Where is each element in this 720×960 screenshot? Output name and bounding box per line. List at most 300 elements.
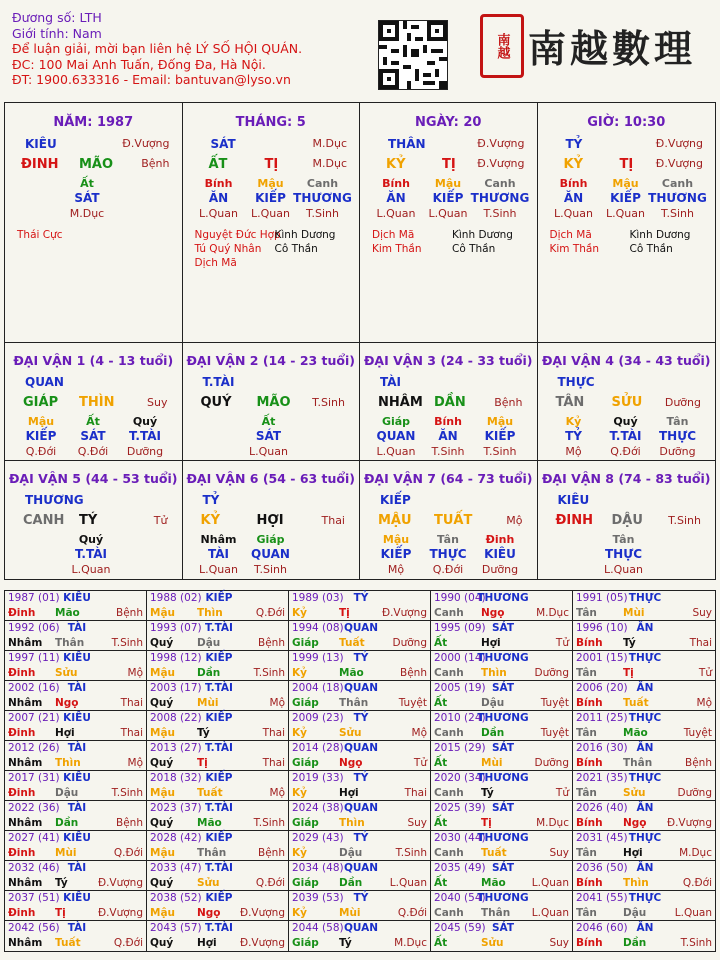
- pillar-stem: ẤT: [208, 157, 228, 172]
- annual-luck-table: [4, 590, 716, 952]
- year-label: 1989 (03): [292, 592, 344, 604]
- year-branch: Hợi: [197, 937, 217, 949]
- pillar-stem-god: THÂN: [388, 137, 426, 151]
- year-branch: Thân: [481, 907, 511, 919]
- hidden-state: L.Quan: [554, 207, 593, 220]
- year-god: T.TÀI: [205, 622, 233, 634]
- year-label: 2040 (54): [434, 892, 486, 904]
- year-cell: [573, 621, 715, 650]
- year-cell: [289, 591, 431, 620]
- dai-van-hidden-stem: Ất: [86, 415, 100, 428]
- dai-van-2: [183, 343, 361, 461]
- dai-van-stem: MẬU: [378, 513, 412, 528]
- year-state: Tử: [555, 637, 569, 649]
- dai-van-title: ĐẠI VẬN 7 (64 - 73 tuổi): [363, 471, 533, 486]
- year-state: L.Quan: [531, 907, 569, 919]
- hidden-state: L.Quan: [428, 207, 468, 220]
- dai-van-hidden-god: T.TÀI: [75, 547, 107, 561]
- year-cell: [431, 771, 573, 800]
- address-line: ĐC: 100 Mai Anh Tuấn, Đống Đa, Hà Nội.: [12, 56, 266, 72]
- dai-van-hidden-god: SÁT: [255, 429, 282, 443]
- year-state: Mộ: [127, 757, 143, 769]
- year-branch: Ngọ: [197, 907, 221, 919]
- year-god: T.TÀI: [205, 802, 233, 814]
- year-state: Đ.Vượng: [239, 907, 285, 919]
- year-branch: Tý: [623, 637, 636, 649]
- year-label: 2024 (38): [292, 802, 344, 814]
- year-state: Thai: [120, 697, 143, 709]
- dai-van-hidden-god: KIÊU: [484, 547, 516, 561]
- year-god: TỶ: [353, 772, 369, 784]
- year-row: [5, 831, 715, 861]
- dai-van-stem: QUÝ: [200, 395, 232, 410]
- dai-van-hidden-state: Dưỡng: [481, 563, 519, 576]
- year-god: KIÊU: [63, 832, 91, 844]
- dai-van-hidden-state: T.Sinh: [254, 563, 287, 576]
- year-branch: Hợi: [481, 637, 501, 649]
- dai-van-god: TỶ: [202, 493, 220, 507]
- year-branch: Ngọ: [339, 757, 363, 769]
- year-god: THƯƠNG: [477, 592, 529, 604]
- year-state: Tuyệt: [683, 727, 712, 739]
- dai-van-hidden-state: Mộ: [387, 563, 405, 576]
- dai-van-hidden-stem: Mậu: [382, 533, 410, 546]
- year-stem: Bính: [576, 757, 603, 769]
- dai-van-3: [360, 343, 538, 461]
- year-branch: Tuất: [197, 787, 223, 799]
- year-state: Thai: [120, 727, 143, 739]
- year-state: Đ.Vượng: [381, 607, 427, 619]
- year-stem: Đinh: [8, 787, 36, 799]
- star-right: Kình Dương: [452, 229, 513, 241]
- year-label: 2044 (58): [292, 922, 344, 934]
- star-left: Kim Thần: [549, 243, 600, 255]
- dai-van-hidden-stem: Tân: [612, 533, 635, 546]
- year-stem: Canh: [434, 847, 464, 859]
- year-label: 2005 (19): [434, 682, 486, 694]
- hidden-god: KIẾP: [610, 191, 641, 205]
- year-cell: [147, 801, 289, 830]
- year-label: 1996 (10): [576, 622, 628, 634]
- pillar-stem-god: KIÊU: [25, 137, 57, 151]
- pillar-branch-state: Đ.Vượng: [655, 157, 703, 170]
- hidden-state: L.Quan: [251, 207, 290, 220]
- dai-van-state: Suy: [147, 396, 168, 409]
- year-state: Bệnh: [685, 757, 712, 769]
- dai-van-hidden-god: THỰC: [604, 547, 643, 561]
- hidden-state: M.Dục: [69, 207, 105, 220]
- year-cell: [5, 921, 147, 951]
- dai-van-hidden-state: Q.Đới: [610, 445, 641, 458]
- label-gender: Giới tính:: [12, 25, 69, 41]
- dai-van-hidden-god: KIẾP: [380, 547, 412, 561]
- year-state: Thai: [262, 727, 285, 739]
- dai-van-god: KIÊU: [557, 493, 590, 507]
- year-label: 2045 (59): [434, 922, 486, 934]
- year-label: 2002 (16): [8, 682, 60, 694]
- star-left: Thái Cực: [17, 229, 63, 241]
- year-branch: Dần: [197, 667, 221, 679]
- year-cell: [431, 741, 573, 770]
- pillar-branch: TỊ: [619, 157, 634, 172]
- year-state: Dưỡng: [392, 637, 427, 649]
- year-label: 2032 (46): [8, 862, 60, 874]
- year-label: 2042 (56): [8, 922, 60, 934]
- year-stem: Quý: [150, 877, 174, 889]
- year-god: THỰC: [628, 592, 662, 604]
- dai-van-hidden-state: L.Quan: [249, 445, 288, 458]
- year-state: Bệnh: [258, 637, 285, 649]
- year-label: 2015 (29): [434, 742, 486, 754]
- dai-van-hidden-god: SÁT: [80, 429, 106, 443]
- year-cell: [5, 801, 147, 830]
- hidden-stem: Ất: [80, 177, 94, 190]
- year-god: QUAN: [343, 622, 379, 634]
- year-state: Mộ: [127, 667, 143, 679]
- hidden-stem: Canh: [306, 177, 339, 190]
- dai-van-hidden-god: QUAN: [251, 547, 290, 561]
- dai-van-stem: CANH: [23, 513, 65, 528]
- year-cell: [431, 651, 573, 680]
- year-row: [5, 651, 715, 681]
- year-stem: Canh: [434, 667, 464, 679]
- year-label: 1991 (05): [576, 592, 628, 604]
- year-label: 2041 (55): [576, 892, 628, 904]
- year-stem: Ất: [434, 757, 448, 769]
- year-branch: Dậu: [623, 907, 647, 919]
- year-cell: [5, 591, 147, 620]
- dai-van-stem: GIÁP: [23, 395, 59, 410]
- year-label: 2037 (51): [8, 892, 60, 904]
- dai-van-hidden-state: Mộ: [565, 445, 582, 458]
- year-cell: [573, 801, 715, 830]
- year-stem: Đinh: [8, 847, 36, 859]
- year-cell: [573, 831, 715, 860]
- year-branch: Dậu: [481, 697, 505, 709]
- dai-van-hidden-state: L.Quan: [71, 563, 111, 576]
- year-label: 1994 (08): [292, 622, 344, 634]
- dai-van-hidden-stem: Bính: [434, 415, 462, 428]
- year-branch: Sửu: [339, 727, 362, 739]
- year-branch: Thân: [197, 847, 227, 859]
- year-god: ĂN: [636, 862, 654, 874]
- star-right: Cô Thần: [452, 243, 496, 255]
- year-label: 2027 (41): [8, 832, 60, 844]
- pillar-stem: KỶ: [386, 157, 406, 172]
- year-branch: Tý: [481, 787, 494, 799]
- year-label: 2014 (28): [292, 742, 344, 754]
- year-god: SÁT: [491, 682, 515, 694]
- year-stem: Đinh: [8, 727, 36, 739]
- year-branch: Thân: [623, 757, 653, 769]
- year-label: 2012 (26): [8, 742, 60, 754]
- pillar-branch: TỊ: [442, 157, 456, 172]
- year-god: TÀI: [67, 622, 87, 634]
- year-label: 2018 (32): [150, 772, 202, 784]
- year-branch: Tý: [197, 727, 210, 739]
- year-stem: Quý: [150, 697, 174, 709]
- hidden-stem: Canh: [484, 177, 516, 190]
- year-cell: [5, 771, 147, 800]
- dai-van-hidden-state: T.Sinh: [431, 445, 465, 458]
- year-stem: Tân: [576, 727, 597, 739]
- year-state: Q.Đới: [113, 937, 143, 949]
- year-label: 2009 (23): [292, 712, 344, 724]
- year-stem: Tân: [576, 907, 597, 919]
- year-branch: Mão: [339, 667, 364, 679]
- year-row: [5, 861, 715, 891]
- year-branch: Sửu: [481, 937, 504, 949]
- year-branch: Thìn: [623, 877, 649, 889]
- year-label: 2033 (47): [150, 862, 202, 874]
- year-cell: [147, 861, 289, 890]
- year-cell: [5, 681, 147, 710]
- year-state: Bệnh: [116, 607, 143, 619]
- dai-van-hidden-god: QUAN: [376, 429, 416, 443]
- year-god: QUAN: [343, 742, 379, 754]
- star-right: Cô Thần: [274, 243, 318, 255]
- year-branch: Sửu: [623, 787, 646, 799]
- dai-van-state: Thai: [321, 514, 345, 527]
- header-info: [12, 10, 302, 88]
- dai-van-hidden-stem: Mậu: [27, 415, 55, 428]
- year-stem: Ất: [434, 697, 448, 709]
- bazi-chart: [4, 102, 716, 580]
- year-god: SÁT: [491, 622, 515, 634]
- year-god: TỶ: [353, 592, 369, 604]
- star-left: Kim Thần: [372, 243, 422, 255]
- year-label: 2010 (24): [434, 712, 486, 724]
- year-branch: Tị: [481, 817, 492, 829]
- year-god: KIÊU: [63, 652, 91, 664]
- year-god: TÀI: [67, 742, 87, 754]
- year-god: THỰC: [628, 712, 662, 724]
- year-branch: Dậu: [339, 847, 363, 859]
- year-cell: [431, 621, 573, 650]
- year-god: QUAN: [343, 682, 379, 694]
- year-branch: Mùi: [339, 907, 361, 919]
- dai-van-hidden-stem: Quý: [78, 533, 104, 546]
- hidden-god: ĂN: [386, 191, 406, 205]
- year-label: 2034 (48): [292, 862, 344, 874]
- year-stem: Canh: [434, 607, 464, 619]
- year-branch: Dần: [623, 937, 647, 949]
- dai-van-hidden-state: Q.Đới: [25, 445, 57, 458]
- year-god: KIÊU: [63, 772, 91, 784]
- hidden-god: KIẾP: [255, 191, 286, 205]
- year-stem: Canh: [434, 727, 464, 739]
- year-god: SÁT: [491, 742, 515, 754]
- year-state: T.Sinh: [395, 847, 427, 859]
- year-stem: Quý: [150, 937, 174, 949]
- label-owner: Đương số:: [12, 10, 76, 25]
- hidden-god: THƯƠNG: [648, 191, 707, 205]
- year-branch: Tý: [55, 877, 68, 889]
- year-cell: [573, 591, 715, 620]
- year-label: 2011 (25): [576, 712, 628, 724]
- year-god: SÁT: [491, 862, 515, 874]
- year-label: 1988 (02): [150, 592, 202, 604]
- year-cell: [289, 651, 431, 680]
- year-stem: Quý: [150, 637, 174, 649]
- dai-van-branch: DẦN: [434, 395, 466, 410]
- year-state: Q.Đới: [255, 877, 285, 889]
- dai-van-hidden-stem: Tân: [666, 415, 689, 428]
- year-branch: Mùi: [55, 847, 77, 859]
- year-stem: Nhâm: [8, 937, 43, 949]
- year-stem: Bính: [576, 817, 603, 829]
- dai-van-stem: NHÂM: [378, 395, 423, 410]
- year-label: 2036 (50): [576, 862, 628, 874]
- year-god: KIÊU: [63, 592, 91, 604]
- pillar-stem-god: SÁT: [210, 137, 236, 151]
- year-god: ĂN: [636, 622, 654, 634]
- year-state: Dưỡng: [534, 757, 569, 769]
- dai-van-hidden-state: L.Quan: [376, 445, 416, 458]
- year-stem: Nhâm: [8, 697, 43, 709]
- star-left: Dịch Mã: [549, 229, 592, 241]
- dai-van-title: ĐẠI VẬN 5 (44 - 53 tuổi): [8, 471, 178, 486]
- year-branch: Thân: [339, 697, 369, 709]
- year-stem: Bính: [576, 937, 603, 949]
- dai-van-hidden-stem: Nhâm: [200, 533, 237, 546]
- year-branch: Tuất: [339, 637, 365, 649]
- year-state: Suy: [692, 607, 712, 619]
- year-branch: Mão: [55, 607, 80, 619]
- year-label: 2028 (42): [150, 832, 202, 844]
- year-label: 2025 (39): [434, 802, 486, 814]
- year-stem: Nhâm: [8, 637, 43, 649]
- year-state: Thai: [689, 637, 712, 649]
- dai-van-hidden-stem: Quý: [613, 415, 638, 428]
- year-god: ĂN: [636, 742, 654, 754]
- pillar-2: [183, 103, 361, 343]
- year-state: Tuyệt: [540, 727, 569, 739]
- year-state: M.Dục: [679, 847, 712, 859]
- year-stem: Giáp: [292, 637, 319, 649]
- year-branch: Dần: [55, 817, 79, 829]
- year-stem: Đinh: [8, 607, 36, 619]
- year-god: TÀI: [67, 862, 87, 874]
- dai-van-god: KIẾP: [380, 493, 411, 507]
- year-state: L.Quan: [389, 877, 427, 889]
- year-cell: [573, 651, 715, 680]
- star-left: Dịch Mã: [372, 229, 415, 241]
- year-stem: Ất: [434, 637, 448, 649]
- year-branch: Dậu: [55, 787, 79, 799]
- pillar-stem-state: Đ.Vượng: [477, 137, 525, 150]
- pillar-branch: MÃO: [79, 157, 114, 172]
- year-stem: Nhâm: [8, 817, 43, 829]
- dai-van-title: ĐẠI VẬN 3 (24 - 33 tuổi): [363, 353, 533, 368]
- year-cell: [573, 741, 715, 770]
- year-state: L.Quan: [674, 907, 712, 919]
- year-cell: [289, 621, 431, 650]
- year-label: 2038 (52): [150, 892, 202, 904]
- year-god: KIẾP: [205, 592, 233, 604]
- dai-van-hidden-god: KIẾP: [25, 429, 57, 443]
- dai-van-hidden-state: Q.Đới: [77, 445, 109, 458]
- dai-van-god: QUAN: [25, 375, 64, 389]
- year-stem: Quý: [150, 757, 174, 769]
- dai-van-hidden-state: Q.Đới: [432, 563, 464, 576]
- year-state: Tử: [555, 787, 569, 799]
- year-stem: Mậu: [150, 847, 176, 859]
- year-god: ĂN: [636, 922, 654, 934]
- pillar-title: NGÀY: 20: [415, 115, 482, 130]
- year-stem: Nhâm: [8, 757, 43, 769]
- year-state: T.Sinh: [253, 667, 285, 679]
- year-row: [5, 591, 715, 621]
- year-branch: Thìn: [339, 817, 365, 829]
- year-cell: [431, 681, 573, 710]
- year-stem: Giáp: [292, 937, 319, 949]
- year-branch: Hợi: [623, 847, 643, 859]
- dai-van-hidden-god: TÀI: [207, 547, 230, 561]
- year-stem: Kỷ: [292, 787, 307, 799]
- hidden-stem: Mậu: [257, 177, 284, 190]
- year-label: 2007 (21): [8, 712, 60, 724]
- year-branch: Tị: [339, 607, 350, 619]
- year-stem: Bính: [576, 697, 603, 709]
- year-cell: [431, 891, 573, 920]
- year-label: 2022 (36): [8, 802, 60, 814]
- year-branch: Mão: [623, 727, 648, 739]
- year-branch: Tị: [623, 667, 634, 679]
- pillar-4: [538, 103, 716, 343]
- year-stem: Giáp: [292, 877, 319, 889]
- dai-van-hidden-god: T.TÀI: [129, 429, 161, 443]
- year-state: Tử: [413, 757, 427, 769]
- year-god: KIẾP: [205, 832, 233, 844]
- year-god: THƯƠNG: [477, 832, 529, 844]
- year-label: 2017 (31): [8, 772, 60, 784]
- pillar-stem: KỶ: [563, 157, 583, 172]
- year-state: Q.Đới: [113, 847, 143, 859]
- dai-van-stem: TÂN: [555, 395, 585, 410]
- dai-van-hidden-god: TỶ: [565, 429, 582, 443]
- year-state: L.Quan: [531, 877, 569, 889]
- year-branch: Tị: [55, 907, 66, 919]
- dai-van-title: ĐẠI VẬN 4 (34 - 43 tuổi): [541, 353, 711, 368]
- year-stem: Ất: [434, 937, 448, 949]
- hidden-god: SÁT: [74, 191, 100, 205]
- year-cell: [147, 591, 289, 620]
- year-state: Mộ: [411, 727, 427, 739]
- year-stem: Giáp: [292, 697, 319, 709]
- year-cell: [431, 591, 573, 620]
- year-branch: Thân: [55, 637, 85, 649]
- dai-van-stem: ĐINH: [555, 513, 593, 528]
- dai-van-state: T.Sinh: [312, 396, 345, 409]
- year-cell: [289, 711, 431, 740]
- dai-van-4: [538, 343, 716, 461]
- year-label: 2035 (49): [434, 862, 486, 874]
- year-label: 2003 (17): [150, 682, 202, 694]
- year-cell: [431, 861, 573, 890]
- dai-van-hidden-state: T.Sinh: [483, 445, 517, 458]
- hidden-state: L.Quan: [606, 207, 645, 220]
- hidden-stem: Bính: [559, 177, 588, 190]
- dai-van-hidden-stem: Quý: [132, 415, 158, 428]
- year-state: Đ.Vượng: [97, 877, 143, 889]
- hidden-stem: Bính: [382, 177, 410, 190]
- year-stem: Mậu: [150, 727, 176, 739]
- dai-van-hidden-god: ĂN: [438, 429, 458, 443]
- year-state: Bệnh: [400, 667, 427, 679]
- year-label: 2019 (33): [292, 772, 344, 784]
- year-cell: [431, 831, 573, 860]
